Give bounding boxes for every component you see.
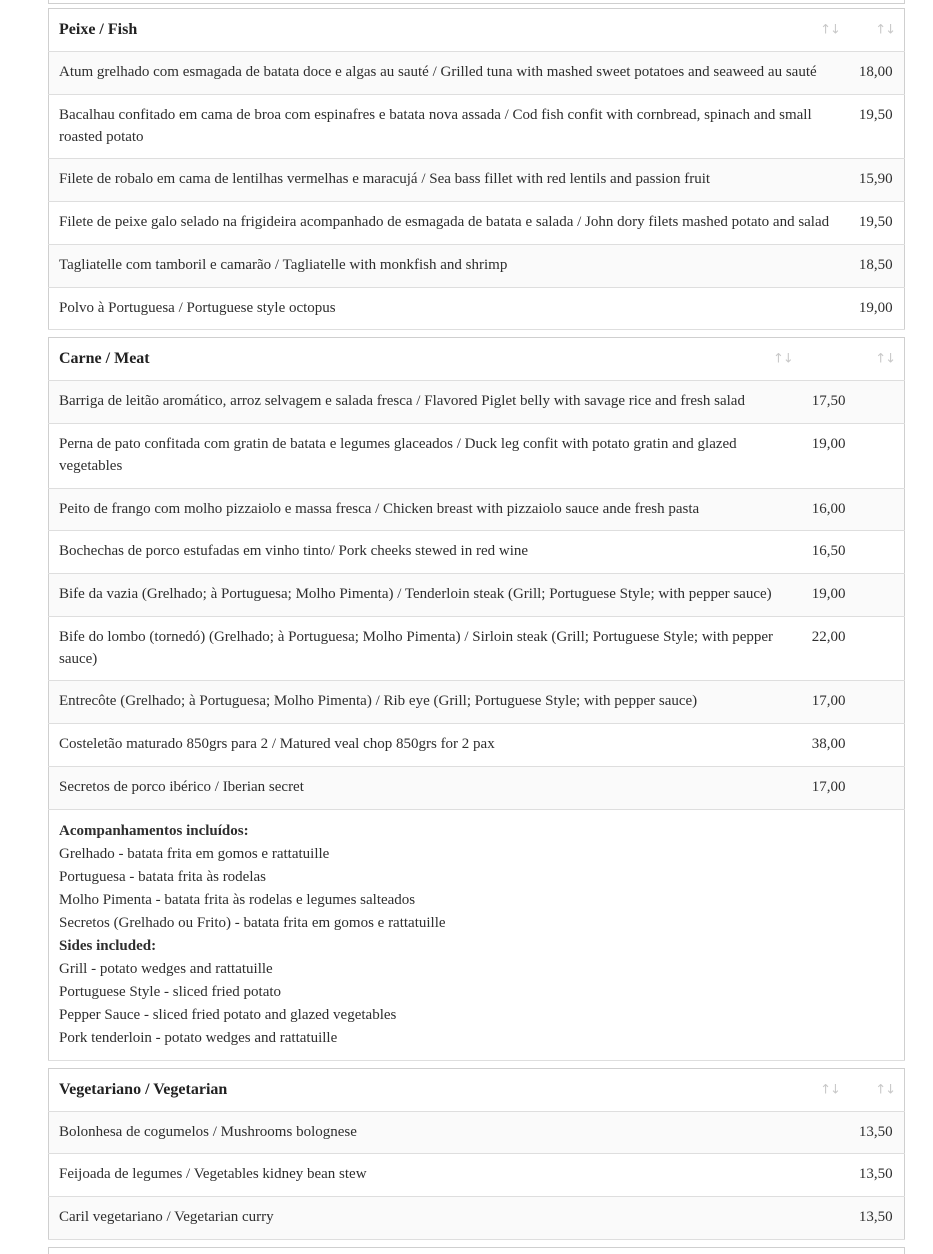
dish-price: 19,00 bbox=[802, 574, 905, 617]
menu-item-row bbox=[49, 616, 905, 681]
dish-price: 19,00 bbox=[858, 299, 893, 316]
dish-name: Peito de frango com molho pizzaiolo e massa fresca / Chicken breast with pizzaiolo sauce ande fresh pasta bbox=[49, 488, 802, 531]
note-line: Acompanhamentos incluídos: bbox=[59, 822, 249, 839]
dish-price: 17,50 bbox=[802, 381, 905, 424]
dish-price: 13,50 bbox=[849, 1197, 905, 1240]
section-title: Vegetariano / Vegetarian bbox=[59, 1080, 228, 1098]
menu-item-row bbox=[49, 681, 905, 724]
dish-price: 17,00 bbox=[802, 766, 905, 809]
table-header-row bbox=[49, 9, 905, 52]
menu-item-row bbox=[49, 1154, 905, 1197]
sort-icon: ↑↓ bbox=[772, 351, 793, 367]
menu-table-meat bbox=[48, 337, 905, 1060]
column-header-dish[interactable] bbox=[49, 9, 849, 52]
dish-price: 22,00 bbox=[811, 628, 846, 645]
menu-item-row bbox=[49, 1197, 905, 1240]
dish-name: Barriga de leitão aromático, arroz selvagem e salada fresca / Flavored Piglet belly with savage rice and fresh salad bbox=[49, 381, 802, 424]
dish-price: 17,00 bbox=[802, 681, 905, 724]
menu-item-row bbox=[49, 52, 905, 95]
sides-note-row bbox=[49, 809, 905, 1060]
sort-icon: ↑↓ bbox=[875, 22, 895, 38]
menu-item-row bbox=[49, 1111, 905, 1154]
dish-name: Polvo à Portuguesa / Portuguese style octopus bbox=[59, 299, 336, 316]
dish-price: 38,00 bbox=[811, 736, 846, 752]
menu-item-row bbox=[49, 381, 905, 424]
column-header-price[interactable] bbox=[849, 1068, 905, 1111]
column-header-price[interactable] bbox=[802, 338, 905, 381]
dish-name: Bife da vazia (Grelhado; à Portuguesa; Molho Pimenta) / Tenderloin steak (Grill; Portuguese Style; with pepper sauce) bbox=[49, 574, 802, 617]
dish-name: Entrecôte (Grelhado; à Portuguesa; Molho Pimenta) / Rib eye (Grill; Portuguese Style; with pepper sauce) bbox=[49, 681, 802, 724]
section-title: Carne / Meat bbox=[59, 350, 150, 368]
section-title: Peixe / Fish bbox=[59, 21, 138, 38]
next-table-top-edge bbox=[48, 1247, 905, 1254]
column-header-dish[interactable] bbox=[49, 1068, 849, 1111]
menu-item-row bbox=[49, 531, 905, 574]
sort-icon: ↑↓ bbox=[820, 1082, 840, 1097]
note-line: Pork tenderloin - potato wedges and rattatuille bbox=[59, 1029, 338, 1046]
sort-icon: ↑↓ bbox=[875, 351, 895, 367]
dish-price: 18,00 bbox=[849, 52, 905, 95]
dish-name: Tagliatelle com tamboril e camarão / Tagliatelle with monkfish and shrimp bbox=[49, 244, 849, 287]
dish-name: Feijoada de legumes / Vegetables kidney bean stew bbox=[59, 1166, 367, 1183]
menu-item-row bbox=[49, 94, 905, 159]
note-line: Grill - potato wedges and rattatuille bbox=[59, 960, 273, 977]
sort-icon: ↑↓ bbox=[820, 22, 840, 38]
menu-table-vegetarian bbox=[48, 1068, 905, 1240]
dish-price: 19,50 bbox=[858, 214, 893, 230]
menu-item-row bbox=[49, 424, 905, 489]
menu-item-row bbox=[49, 724, 905, 767]
dish-price: 13,50 bbox=[858, 1166, 893, 1183]
column-header-dish[interactable] bbox=[49, 338, 802, 381]
dish-name: Caril vegetariano / Vegetarian curry bbox=[49, 1197, 849, 1240]
dish-name: Bife do lombo (tornedó) (Grelhado; à Portuguesa; Molho Pimenta) / Sirloin steak (Grill; Portuguese Style; with pepper sauce) bbox=[59, 628, 774, 667]
note-line: Sides included: bbox=[59, 937, 157, 954]
menu-item-row bbox=[49, 244, 905, 287]
dish-price: 15,90 bbox=[849, 159, 905, 202]
note-line: Molho Pimenta - batata frita às rodelas e legumes salteados bbox=[59, 891, 416, 908]
dish-price: 18,50 bbox=[849, 244, 905, 287]
sides-note bbox=[49, 809, 905, 1060]
note-line: Portuguesa - batata frita às rodelas bbox=[59, 868, 267, 885]
dish-price: 19,50 bbox=[858, 106, 893, 123]
sort-icon: ↑↓ bbox=[875, 1082, 895, 1097]
menu-item-row bbox=[49, 488, 905, 531]
menu-item-row bbox=[49, 574, 905, 617]
dish-price: 19,00 bbox=[811, 436, 846, 452]
dish-price: 16,50 bbox=[811, 543, 846, 560]
column-header-price[interactable] bbox=[849, 9, 905, 52]
dish-name: Filete de robalo em cama de lentilhas vermelhas e maracujá / Sea bass fillet with red lentils and passion fruit bbox=[49, 159, 849, 202]
table-header-row bbox=[49, 338, 905, 381]
dish-name: Costeletão maturado 850grs para 2 / Matured veal chop 850grs for 2 pax bbox=[59, 736, 495, 752]
menu-item-row bbox=[49, 287, 905, 330]
note-line: Secretos (Grelhado ou Frito) - batata frita em gomos e rattatuille bbox=[59, 914, 446, 931]
note-line: Pepper Sauce - sliced fried potato and glazed vegetables bbox=[59, 1006, 397, 1023]
previous-table-bottom-edge bbox=[48, 0, 905, 4]
dish-name: Bolonhesa de cogumelos / Mushrooms bolognese bbox=[49, 1111, 849, 1154]
dish-price: 16,00 bbox=[802, 488, 905, 531]
dish-name: Secretos de porco ibérico / Iberian secret bbox=[49, 766, 802, 809]
menu-table-fish bbox=[48, 8, 905, 330]
dish-price: 13,50 bbox=[849, 1111, 905, 1154]
dish-name: Bochechas de porco estufadas em vinho tinto/ Pork cheeks stewed in red wine bbox=[59, 543, 529, 560]
table-header-row bbox=[49, 1068, 905, 1111]
dish-name: Bacalhau confitado em cama de broa com espinafres e batata nova assada / Cod fish confit with cornbread, spinach and small roasted potato bbox=[59, 106, 812, 145]
dish-name: Perna de pato confitada com gratin de batata e legumes glaceados / Duck leg confit with potato gratin and glazed vegetables bbox=[59, 436, 737, 474]
menu-item-row bbox=[49, 766, 905, 809]
menu-item-row bbox=[49, 202, 905, 245]
dish-name: Atum grelhado com esmagada de batata doce e algas au sauté / Grilled tuna with mashed sweet potatoes and seaweed au sauté bbox=[49, 52, 849, 95]
note-line: Grelhado - batata frita em gomos e rattatuille bbox=[59, 845, 330, 862]
note-line: Portuguese Style - sliced fried potato bbox=[59, 983, 282, 1000]
menu-item-row bbox=[49, 159, 905, 202]
dish-name: Filete de peixe galo selado na frigideira acompanhado de esmagada de batata e salada / John dory filets mashed potato and salad bbox=[59, 214, 830, 230]
